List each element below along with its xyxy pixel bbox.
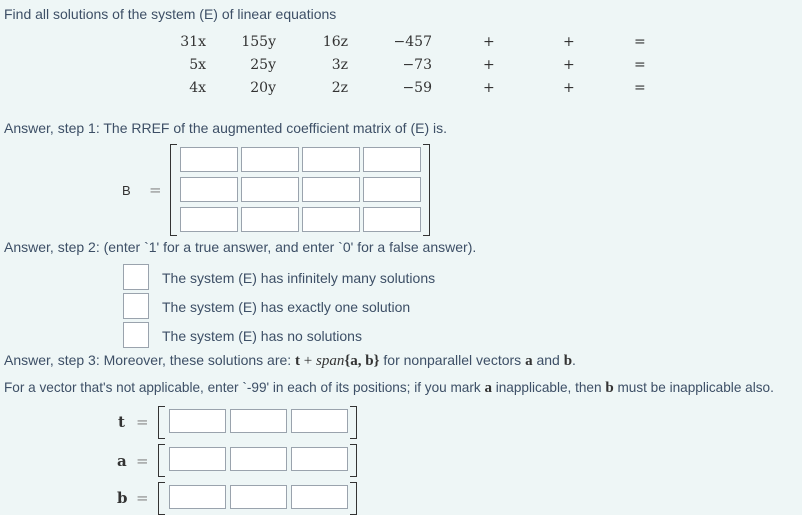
coef-z: 16z [322,34,348,50]
equals-sign: = [136,413,149,431]
option-label-infinite: The system (E) has infinitely many solutions [162,270,436,286]
equals-sign: = [634,57,646,73]
coef-y: 20y [250,80,276,96]
equals-sign: = [634,80,646,96]
plus-sign: + [563,57,575,73]
note-end: must be inapplicable also. [613,380,774,395]
matrix-cell-r1c1[interactable] [180,147,238,172]
vector-a-ref: a [525,353,533,369]
vector-t-label: t [118,413,125,431]
expr-set: {a, b} [344,353,380,369]
vector-t-entry-1[interactable] [169,409,226,433]
equals-sign: = [149,181,162,199]
matrix-b-label: B [122,183,131,198]
vector-t-entry-2[interactable] [230,409,287,433]
option-label-unique: The system (E) has exactly one solution [162,299,411,315]
option-label-none: The system (E) has no solutions [162,328,362,344]
right-bracket [350,444,357,477]
coef-y: 25y [250,57,276,73]
vector-a-entry-2[interactable] [230,447,287,471]
matrix-cell-r3c4[interactable] [363,207,421,232]
problem-prompt: Find all solutions of the system (E) of linear equations [4,6,337,22]
plus-sign: + [483,80,495,96]
right-bracket [350,406,357,439]
right-bracket [350,482,357,515]
matrix-cell-r2c4[interactable] [363,177,421,202]
note-vector-b: b [605,380,614,396]
rref-matrix [170,144,430,236]
left-bracket [158,444,165,477]
expr-t: t [295,353,301,369]
vector-b-ref: b [563,353,573,369]
step3-note [4,379,774,397]
vector-b-entry-3[interactable] [291,485,348,509]
vector-a-entry-3[interactable] [291,447,348,471]
expr-plus: + [300,353,317,369]
left-bracket [158,406,165,439]
left-bracket [170,144,177,236]
step2-text: Answer, step 2: (enter `1' for a true answer, and enter `0' for a false answer). [4,239,477,255]
matrix-cell-r3c2[interactable] [241,207,299,232]
vector-b-entry-1[interactable] [169,485,226,509]
right-bracket [423,144,430,236]
plus-sign: + [483,34,495,50]
step3-and: and [532,352,564,368]
matrix-cell-r1c2[interactable] [241,147,299,172]
vector-t-entry-3[interactable] [291,409,348,433]
vector-b-label: b [117,489,128,507]
equals-sign: = [136,489,149,507]
note-vector-a: a [484,380,492,396]
step3-text [4,351,576,370]
step1-text: Answer, step 1: The RREF of the augmented coefficient matrix of (E) is. [4,120,448,136]
vector-a-entry-1[interactable] [169,447,226,471]
vector-a-inputs [158,444,357,477]
note-prefix: For a vector that's not applicable, enter `-99' in each of its positions; if you mark [4,380,485,395]
vector-t-inputs [158,406,357,439]
plus-sign: + [563,34,575,50]
coef-y: 155y [241,34,276,50]
left-bracket [158,482,165,515]
coef-z: 3z [331,57,348,73]
equals-sign: = [136,452,149,470]
plus-sign: + [563,80,575,96]
note-mid: inapplicable, then [491,380,606,395]
plus-sign: + [483,57,495,73]
step3-mid: for nonparallel vectors [379,352,526,368]
rhs: −59 [402,80,432,96]
vector-b-inputs [158,482,357,515]
rhs: −73 [402,57,432,73]
coef-x: 5x [189,57,206,73]
matrix-cell-r3c1[interactable] [180,207,238,232]
matrix-cell-r2c2[interactable] [241,177,299,202]
answer-input-unique[interactable] [123,293,149,319]
coef-x: 31x [180,34,206,50]
step3-end: . [572,352,576,368]
matrix-cell-r1c3[interactable] [302,147,360,172]
coef-x: 4x [189,80,206,96]
matrix-cell-r2c3[interactable] [302,177,360,202]
vector-a-label: a [117,452,127,470]
answer-input-infinite[interactable] [123,264,149,290]
answer-input-none[interactable] [123,322,149,348]
rhs: −457 [393,34,432,50]
expr-span: span [316,353,345,369]
vector-b-entry-2[interactable] [230,485,287,509]
matrix-cell-r1c4[interactable] [363,147,421,172]
matrix-cell-r3c3[interactable] [302,207,360,232]
matrix-cell-r2c1[interactable] [180,177,238,202]
step3-prefix: Answer, step 3: Moreover, these solutions are: [4,352,296,368]
coef-z: 2z [331,80,348,96]
equals-sign: = [634,34,646,50]
